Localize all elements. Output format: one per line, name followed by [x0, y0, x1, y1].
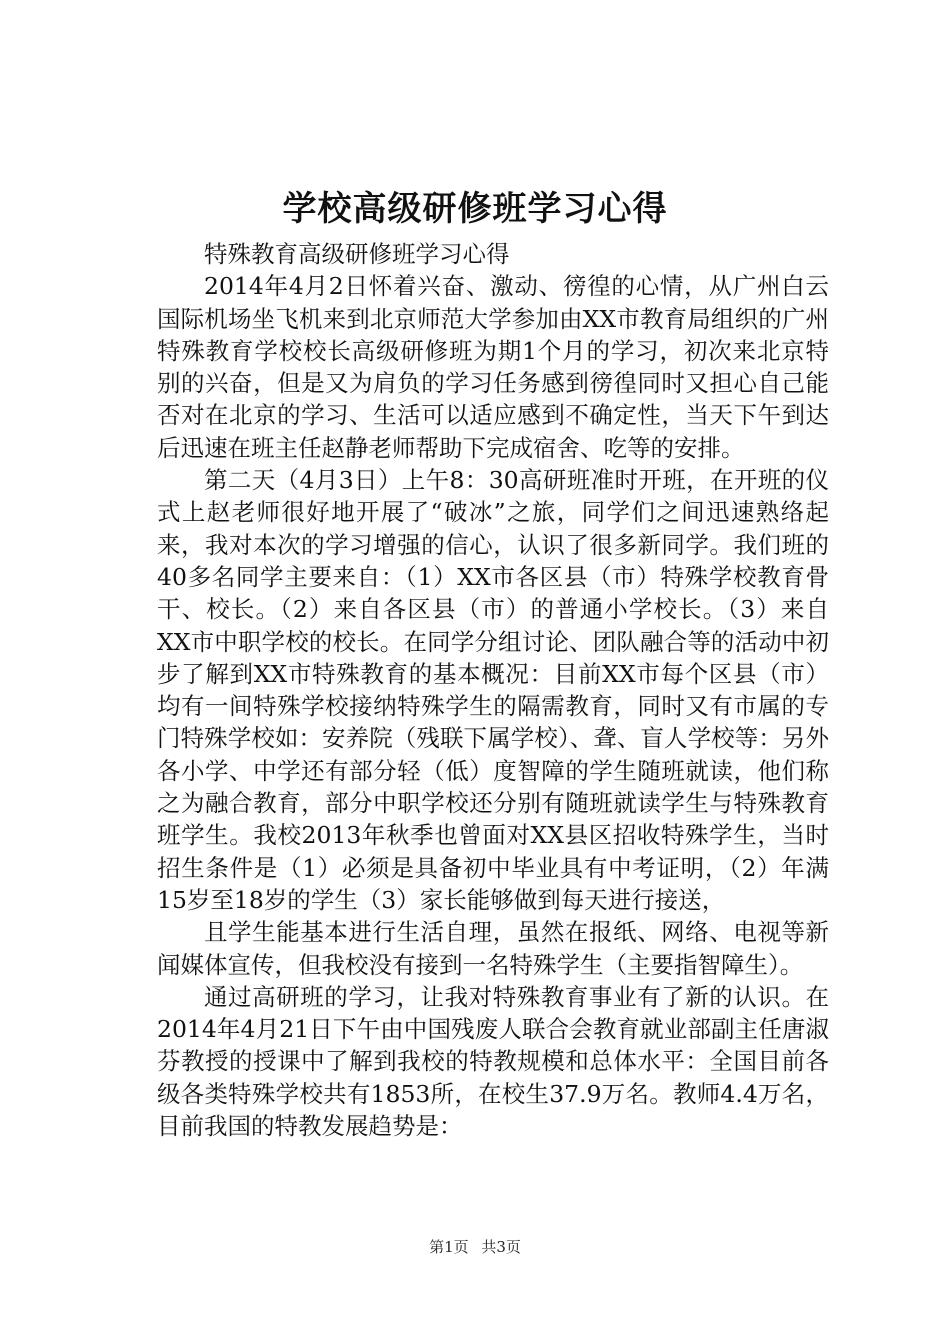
page-footer — [0, 1237, 950, 1257]
subtitle-paragraph: 特殊教育高级研修班学习心得 — [204, 240, 510, 268]
document-body — [157, 238, 829, 1142]
document-title: 学校高级研修班学习心得 — [282, 189, 668, 229]
page-total: 共3页 — [481, 1238, 521, 1256]
body-paragraph: 第二天（4月3日）上午8：30高研班准时开班，在开班的仪式上赵老师很好地开展了“破冰”之旅，同学们之间迅速熟络起来，我对本次的学习增强的信心，认识了很多新同学。我们班的40多名同学主要来自：（1）XX市各区县（市）特殊学校教育骨干、校长。（2）来自各区县（市）的普通小学校长。（3）来自XX市中职学校的校长。在同学分组讨论、团队融合等的活动中初步了解到XX市特殊教育的基本概况：目前XX市每个区县（市）均有一间特殊学校接纳特殊学生的隔需教育，同时又有市属的专门特殊学校如：安养院（残联下属学校）、聋、盲人学校等：另外各小学、中学还有部分轻（低）度智障的学生随班就读，他们称之为融合教育，部分中职学校还分别有随班就读学生与特殊教育班学生。我校2013年秋季也曾面对XX县区招收特殊学生，当时招生条件是（1）必须是具备初中毕业具有中考证明，（2）年满15岁至18岁的学生（3）家长能够做到每天进行接送， — [157, 466, 829, 914]
body-paragraph: 且学生能基本进行生活自理，虽然在报纸、网络、电视等新闻媒体宣传，但我校没有接到一名特殊学生（主要指智障生）。 — [157, 918, 829, 979]
page-number: 第1页 — [429, 1238, 469, 1256]
body-paragraph: 2014年4月2日怀着兴奋、激动、徬徨的心情，从广州白云国际机场坐飞机来到北京师范大学参加由XX市教育局组织的广州特殊教育学校校长高级研修班为期1个月的学习，初次来北京特别的兴奋，但是又为肩负的学习任务感到徬徨同时又担心自己能否对在北京的学习、生活可以适应感到不确定性，当天下午到达后迅速在班主任赵静老师帮助下完成宿舍、吃等的安排。 — [157, 272, 829, 462]
body-paragraph: 通过高研班的学习，让我对特殊教育事业有了新的认识。在2014年4月21日下午由中国残废人联合会教育就业部副主任唐淑芬教授的授课中了解到我校的特教规模和总体水平：全国目前各级各类特殊学校共有1853所，在校生37.9万名。教师4.4万名，目前我国的特教发展趋势是： — [157, 982, 829, 1141]
